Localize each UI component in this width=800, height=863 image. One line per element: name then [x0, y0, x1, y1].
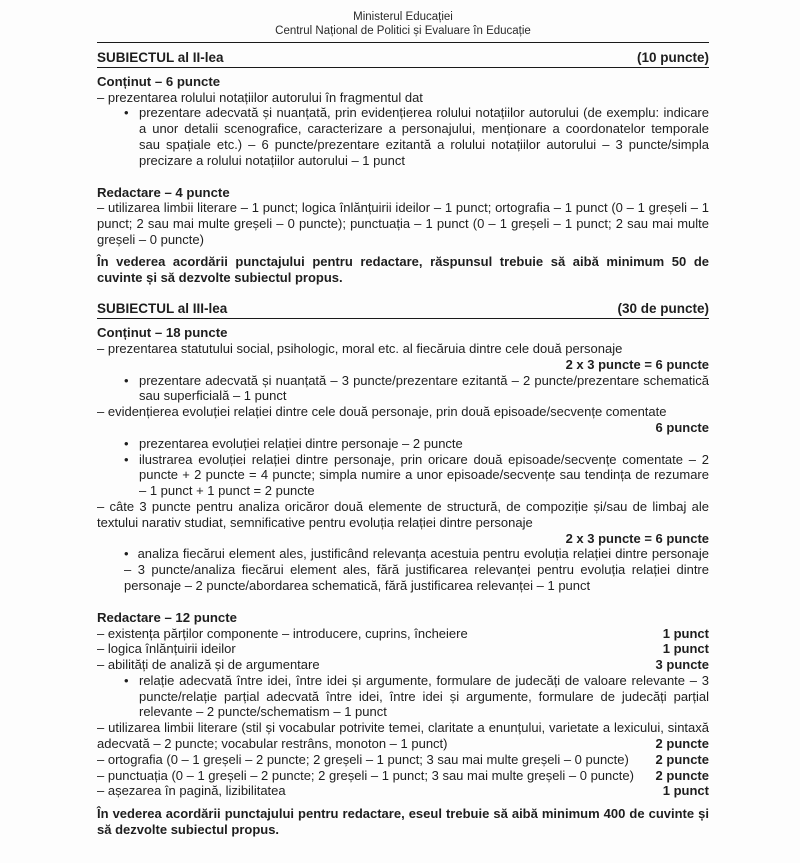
- ministry-name: Ministerul Educației: [353, 11, 453, 23]
- criterion-text: ilustrarea evoluției relației dintre personaje, prin oricare două episoade/secvențe comentate – 2 puncte + 2 puncte = 4 puncte; simpla numire a unor episoade/secvențe sau tendința de rezumare – 1 punct + 1 punct = 2 puncte: [139, 451, 709, 499]
- subject3-criterion-3: – câte 3 puncte pentru analiza oricăror două elemente de structură, de compoziție și/sau de limbaj ale textului narativ studiat, semnificative pentru evoluția relației dintre personaje: [97, 498, 709, 530]
- subject3-redactare-heading: Redactare – 12 puncte: [97, 609, 237, 625]
- header-divider: [97, 42, 709, 43]
- subject3-content-heading: Conținut – 18 puncte: [97, 325, 228, 341]
- criterion-text: relație adecvată între idei, între idei și argumente, formulare de judecăți de valoare relevante – 3 puncte/relație parțial adecvată între idei, între idei și argumente, formulare de judecăți parțial relevante – 2 puncte/schematism – 1 punct: [139, 672, 709, 720]
- subject2-note: În vederea acordării punctajului pentru redactare, răspunsul trebuie să aibă minimum 50 de cuvinte și să dezvolte subiectul propus.: [97, 253, 709, 285]
- subject2-points: (10 puncte): [636, 50, 709, 65]
- row-text: – logica înlănțuirii ideilor: [97, 641, 236, 657]
- subject2-title-row: [97, 50, 709, 68]
- row-text: – așezarea în pagină, lizibilitatea: [97, 783, 286, 799]
- criterion-text: prezentarea evoluției relației dintre personaje – 2 puncte: [139, 435, 463, 451]
- redactare-row-6: [97, 768, 709, 784]
- subject2-redactare-heading: Redactare – 4 puncte: [97, 184, 230, 200]
- redactare-row-2: [97, 641, 709, 657]
- redactare-row-3: [97, 657, 709, 673]
- criterion-text: prezentare adecvată și nuanțată, prin evidențierea rolului notațiilor autorului (de exemplu: indicare a unor detalii scenografice, caracterizare a personajului, menționare a coordonatelor temporale sau spațiale etc.) – 6 puncte/prezentare ezitantă a rolului notațiilor autorului – 3 puncte/simpla precizare a rolului notațiilor autorului – 1 punct: [139, 105, 709, 168]
- criterion-1-detail: [97, 373, 709, 405]
- criterion-2-score: 6 puncte: [655, 419, 709, 435]
- subject2-criterion-detail: [97, 105, 709, 168]
- row-text: – punctuația (0 – 1 greșeli – 2 puncte; 2 greșeli – 1 punct; 3 sau mai multe greșeli – 0 puncte): [97, 767, 634, 783]
- redactare-row-1: [97, 626, 709, 642]
- row-text: – ortografia (0 – 1 greșeli – 2 puncte; 2 greșeli – 1 punct; 3 sau mai multe greșeli – 0 puncte): [97, 751, 629, 767]
- redactare-row-4: [97, 720, 709, 752]
- subject2-criterion: – prezentarea rolului notațiilor autorului în fragmentul dat: [97, 89, 423, 105]
- row-text: – abilități de analiză și de argumentare: [97, 657, 320, 673]
- criterion-2-detail-2: [97, 452, 709, 499]
- subject2-content-heading: Conținut – 6 puncte: [97, 73, 221, 89]
- subject2-title: SUBIECTUL al II-lea: [97, 50, 224, 65]
- criterion-1-score: 2 x 3 puncte = 6 puncte: [565, 356, 709, 372]
- subject3-title: SUBIECTUL al III-lea: [97, 301, 228, 317]
- bullet-icon: •: [124, 451, 129, 467]
- bullet-icon: •: [124, 372, 129, 388]
- document-content: [97, 0, 709, 838]
- criterion-3-detail: [97, 546, 709, 593]
- criterion-text: prezentare adecvată și nuanțată – 3 puncte/prezentare ezitantă – 2 puncte/prezentare schematică sau superficială – 1 punct: [139, 372, 709, 404]
- subject3-criterion-2: – evidențierea evoluției relației dintre cele două personaje, prin două episoade/secvențe comentate: [97, 404, 667, 420]
- bullet-icon: •: [124, 435, 129, 451]
- subject3-points: (30 de puncte): [617, 301, 709, 317]
- bullet-icon: •: [124, 105, 129, 121]
- redactare-row-5: [97, 752, 709, 768]
- center-name: Centrul Național de Politici și Evaluare în Educație: [275, 24, 531, 37]
- ministry-header: [97, 11, 709, 43]
- subject3-title-row: [97, 301, 709, 319]
- subject3-note: În vederea acordării punctajului pentru redactare, eseul trebuie să aibă minimum 400 de cuvinte și să dezvolte subiectul propus.: [97, 806, 709, 838]
- row-score: 1 punct: [657, 641, 709, 657]
- subject2-redactare-criteria: – utilizarea limbii literare – 1 punct; logica înlănțuirii ideilor – 1 punct; ortografia – 1 punct (0 – 1 greșeli – 1 punct; 2 sau mai multe greșeli – 0 puncte); punctuația – 1 punct (0 – 1 greșeli – 1 punct; 2 sau mai multe greșeli – 0 puncte): [97, 200, 709, 247]
- row-score: 3 puncte: [650, 657, 709, 673]
- row-score: 2 puncte: [650, 768, 709, 784]
- criterion-3-score: 2 x 3 puncte = 6 puncte: [565, 530, 709, 546]
- row-score: 2 puncte: [650, 752, 709, 768]
- row-score: 2 puncte: [650, 736, 709, 752]
- row-score: 1 punct: [657, 783, 709, 799]
- row-score: 1 punct: [657, 626, 709, 642]
- subject3-criterion-1: – prezentarea statutului social, psihologic, moral etc. al fiecăruia dintre cele două personaje: [97, 340, 623, 356]
- row-text: – existența părților componente – introducere, cuprins, încheiere: [97, 625, 468, 641]
- redactare-row-7: [97, 783, 709, 799]
- bullet-icon: •: [124, 546, 129, 562]
- criterion-text: analiza fiecărui element ales, justificând relevanța acestuia pentru evoluția relației dintre personaje – 3 puncte/analiza fiecărui element ales, fără justificarea relevanței pentru evoluția relației dintre personaje – 2 puncte/abordarea schematică, fără justificarea relevanței – 1 punct: [124, 546, 709, 593]
- bullet-icon: •: [124, 672, 129, 688]
- redactare-detail: [97, 673, 709, 720]
- criterion-2-detail-1: [97, 436, 709, 452]
- row-text: – utilizarea limbii literare (stil și vocabular potrivite temei, claritate a enunțului, varietate a lexicului, sintaxă adecvată – 2 puncte; vocabular restrâns, monoton – 1 punct): [97, 720, 709, 752]
